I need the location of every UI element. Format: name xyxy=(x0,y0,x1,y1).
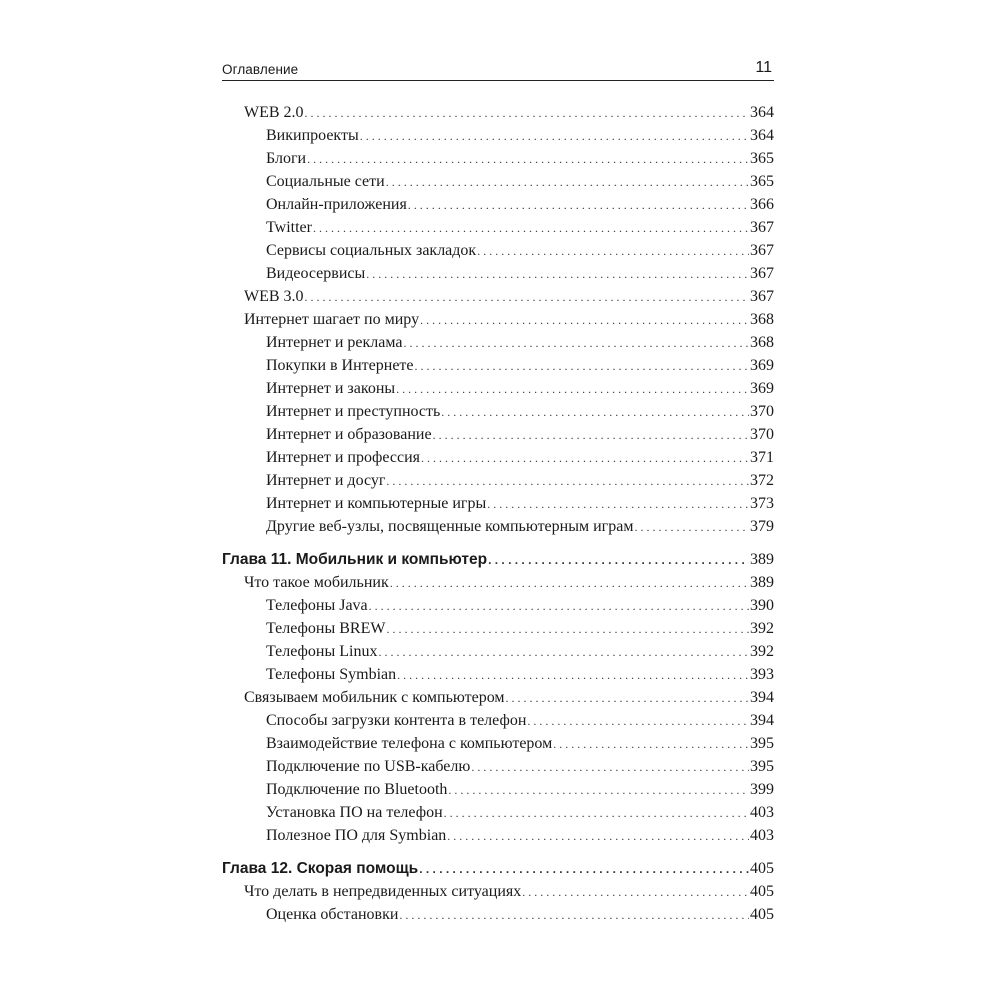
dot-leader xyxy=(419,857,749,881)
dot-leader xyxy=(386,617,749,641)
toc-entry-page: 372 xyxy=(750,472,774,489)
toc-entry xyxy=(222,571,774,594)
toc-entry-title: Блоги xyxy=(266,150,307,167)
toc-entry-title: Подключение по Bluetooth xyxy=(266,781,448,798)
toc-entry xyxy=(222,170,774,193)
dot-leader xyxy=(522,880,749,904)
dot-leader xyxy=(634,515,749,539)
toc-entry-title: Установка ПО на телефон xyxy=(266,804,443,821)
dot-leader xyxy=(386,469,749,493)
toc-entry-title: Что такое мобильник xyxy=(244,574,389,591)
toc-entry-page: 379 xyxy=(750,518,774,535)
toc-entry-title: Интернет и компьютерные игры xyxy=(266,495,487,512)
dot-leader xyxy=(506,686,749,710)
toc-chapter-entry xyxy=(222,548,774,571)
toc-entry-title: Интернет и реклама xyxy=(266,334,403,351)
dot-leader xyxy=(421,446,749,470)
dot-leader xyxy=(360,124,749,148)
toc-entry xyxy=(222,640,774,663)
toc-entry-page: 389 xyxy=(750,574,774,591)
dot-leader xyxy=(471,755,749,779)
toc-entry-title: WEB 3.0 xyxy=(244,288,304,305)
toc-entry-title: Покупки в Интернете xyxy=(266,357,414,374)
toc-entry xyxy=(222,423,774,446)
toc-entry-page: 403 xyxy=(750,804,774,821)
toc-entry xyxy=(222,377,774,400)
running-header xyxy=(222,58,774,81)
toc-entry-page: 366 xyxy=(750,196,774,213)
dot-leader xyxy=(487,492,749,516)
dot-leader xyxy=(444,801,749,825)
toc-entry-page: 393 xyxy=(750,666,774,683)
toc-entry-page: 365 xyxy=(750,173,774,190)
dot-leader xyxy=(420,308,749,332)
toc-entry-title: Интернет и законы xyxy=(266,380,396,397)
toc-entry-page: 395 xyxy=(750,758,774,775)
toc-entry-title: Связываем мобильник с компьютером xyxy=(244,689,505,706)
toc-entry-title: Оценка обстановки xyxy=(266,906,399,923)
toc-entry-page: 394 xyxy=(750,712,774,729)
toc-entry-title: WEB 2.0 xyxy=(244,104,304,121)
toc-entry-page: 369 xyxy=(750,380,774,397)
toc-entry-title: Википроекты xyxy=(266,127,359,144)
toc-entry xyxy=(222,239,774,262)
toc-entry xyxy=(222,124,774,147)
toc-entry-title: Способы загрузки контента в телефон xyxy=(266,712,527,729)
dot-leader xyxy=(553,732,749,756)
toc-entry xyxy=(222,903,774,926)
toc-entry xyxy=(222,732,774,755)
toc-entry xyxy=(222,709,774,732)
toc-entry xyxy=(222,880,774,903)
dot-leader xyxy=(313,216,749,240)
dot-leader xyxy=(386,170,749,194)
toc-entry-title: Сервисы социальных закладок xyxy=(266,242,477,259)
toc-entry xyxy=(222,663,774,686)
dot-leader xyxy=(390,571,749,595)
toc-entry-title: Телефоны BREW xyxy=(266,620,386,637)
toc-entry xyxy=(222,515,774,538)
dot-leader xyxy=(448,778,749,802)
toc-entry-page: 373 xyxy=(750,495,774,512)
toc-entry xyxy=(222,147,774,170)
toc-entry-page: 364 xyxy=(750,104,774,121)
toc-chapter-entry xyxy=(222,857,774,880)
dot-leader xyxy=(378,640,749,664)
dot-leader xyxy=(404,331,749,355)
toc-entry-title: Видеосервисы xyxy=(266,265,366,282)
toc-entry xyxy=(222,354,774,377)
toc-entry xyxy=(222,686,774,709)
toc-entry xyxy=(222,400,774,423)
toc-entry-page: 368 xyxy=(750,311,774,328)
dot-leader xyxy=(305,285,749,309)
toc-entry-page: 395 xyxy=(750,735,774,752)
toc-entry-page: 367 xyxy=(750,219,774,236)
dot-leader xyxy=(527,709,749,733)
toc-entry xyxy=(222,594,774,617)
toc-entry-title: Глава 12. Скорая помощь xyxy=(222,860,419,877)
dot-leader xyxy=(399,903,749,927)
dot-leader xyxy=(305,101,749,125)
toc-entry xyxy=(222,824,774,847)
toc-entry-page: 394 xyxy=(750,689,774,706)
toc-entry xyxy=(222,492,774,515)
dot-leader xyxy=(488,548,749,572)
toc-entry-page: 367 xyxy=(750,265,774,282)
toc-entry-page: 390 xyxy=(750,597,774,614)
dot-leader xyxy=(307,147,749,171)
toc-entry-page: 405 xyxy=(750,883,774,900)
toc-entry-title: Взаимодействие телефона с компьютером xyxy=(266,735,553,752)
toc-entry-title: Телефоны Java xyxy=(266,597,368,614)
dot-leader xyxy=(415,354,749,378)
toc-entry-page: 392 xyxy=(750,643,774,660)
toc-entry xyxy=(222,469,774,492)
toc-entry-page: 399 xyxy=(750,781,774,798)
toc-entry xyxy=(222,193,774,216)
toc-entry-title: Интернет шагает по миру xyxy=(244,311,420,328)
toc-entry-title: Социальные сети xyxy=(266,173,385,190)
toc-entry-page: 371 xyxy=(750,449,774,466)
toc-entry-title: Подключение по USB-кабелю xyxy=(266,758,471,775)
toc-entry-page: 368 xyxy=(750,334,774,351)
toc-entry-page: 369 xyxy=(750,357,774,374)
toc-entry xyxy=(222,617,774,640)
toc-entry xyxy=(222,801,774,824)
toc-entry xyxy=(222,308,774,331)
dot-leader xyxy=(408,193,749,217)
toc-entry-title: Онлайн-приложения xyxy=(266,196,407,213)
dot-leader xyxy=(369,594,749,618)
toc-entry-title: Интернет и профессия xyxy=(266,449,420,466)
toc-entry-title: Интернет и образование xyxy=(266,426,432,443)
toc-entry xyxy=(222,285,774,308)
dot-leader xyxy=(396,377,749,401)
toc-entry xyxy=(222,216,774,239)
toc-entry-title: Что делать в непредвиденных ситуациях xyxy=(244,883,522,900)
toc-entry-title: Телефоны Symbian xyxy=(266,666,397,683)
toc-entry-page: 403 xyxy=(750,827,774,844)
toc-entry-title: Телефоны Linux xyxy=(266,643,378,660)
toc-entry-page: 392 xyxy=(750,620,774,637)
dot-leader xyxy=(397,663,749,687)
toc-entry-page: 364 xyxy=(750,127,774,144)
toc-entry-title: Интернет и досуг xyxy=(266,472,386,489)
toc-entry-page: 367 xyxy=(750,288,774,305)
toc-entry-page: 365 xyxy=(750,150,774,167)
header-page-number: 11 xyxy=(755,59,772,76)
table-of-contents xyxy=(222,101,774,926)
toc-entry-page: 367 xyxy=(750,242,774,259)
dot-leader xyxy=(441,400,749,424)
toc-entry-page: 405 xyxy=(750,906,774,923)
header-title: Оглавление xyxy=(222,62,299,77)
toc-entry-title: Twitter xyxy=(266,219,312,236)
toc-entry xyxy=(222,446,774,469)
dot-leader xyxy=(433,423,749,447)
toc-entry xyxy=(222,331,774,354)
toc-entry xyxy=(222,778,774,801)
toc-entry-title: Другие веб-узлы, посвященные компьютерным играм xyxy=(266,518,634,535)
toc-entry-page: 370 xyxy=(750,403,774,420)
dot-leader xyxy=(447,824,749,848)
toc-entry xyxy=(222,755,774,778)
dot-leader xyxy=(366,262,749,286)
toc-entry-title: Полезное ПО для Symbian xyxy=(266,827,447,844)
toc-entry-page: 405 xyxy=(750,860,774,877)
toc-entry xyxy=(222,101,774,124)
dot-leader xyxy=(477,239,749,263)
toc-entry-page: 370 xyxy=(750,426,774,443)
toc-entry-title: Глава 11. Мобильник и компьютер xyxy=(222,551,488,568)
toc-entry xyxy=(222,262,774,285)
toc-entry-title: Интернет и преступность xyxy=(266,403,441,420)
toc-entry-page: 389 xyxy=(750,551,774,568)
